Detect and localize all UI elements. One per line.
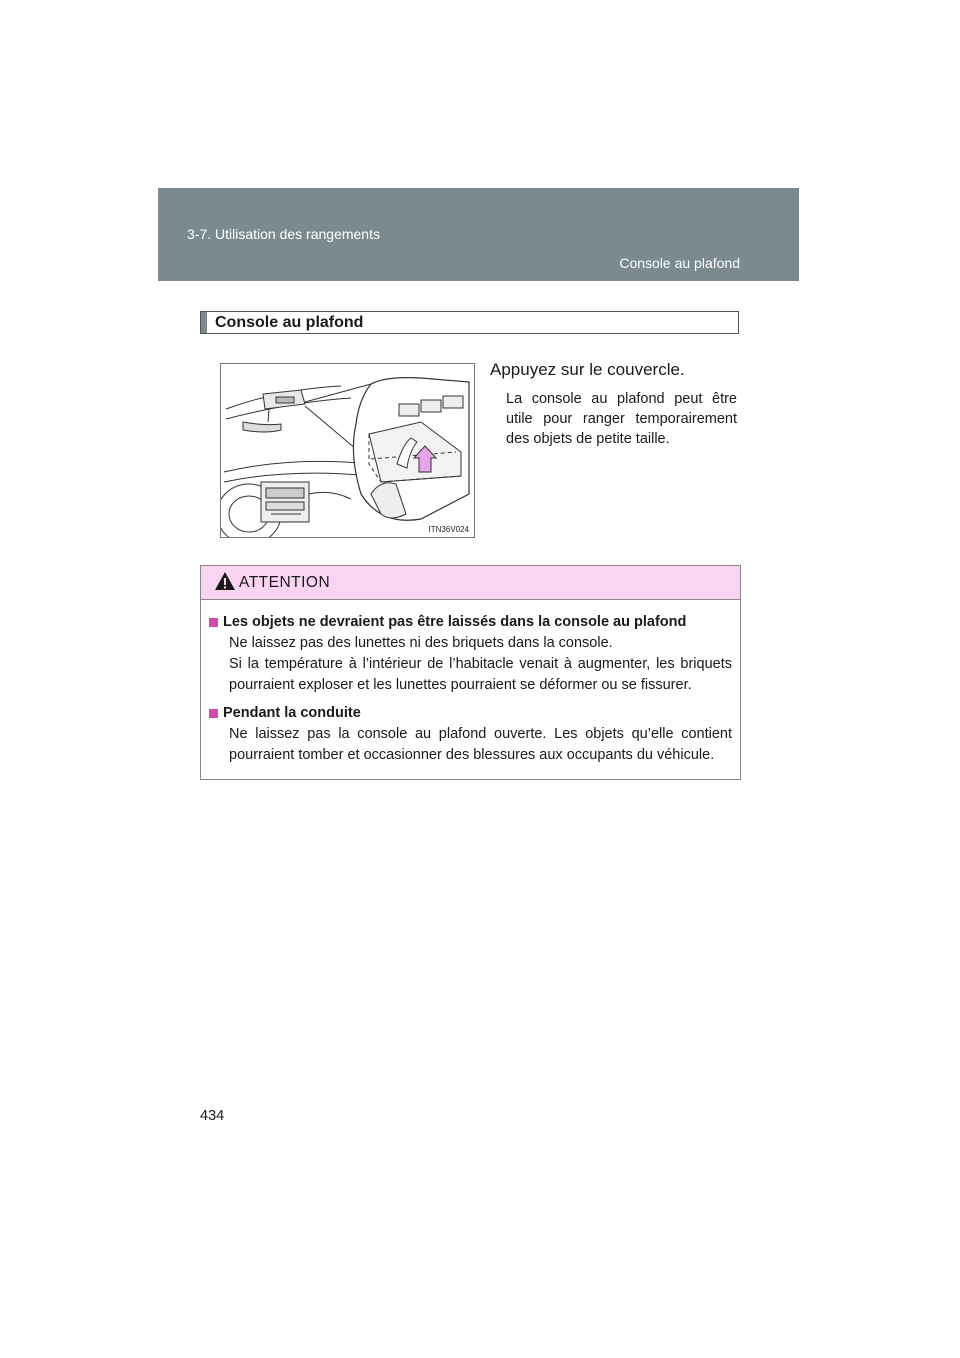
warning-item-heading-text: Pendant la conduite <box>223 705 361 721</box>
chapter-label: 3-7. Utilisation des rangements <box>187 226 380 242</box>
overhead-console-illustration <box>220 363 475 538</box>
warning-item-heading <box>209 612 732 633</box>
bullet-square-icon <box>209 618 218 627</box>
warning-triangle-icon <box>214 571 236 591</box>
warning-paragraph <box>229 633 732 696</box>
warning-paragraph-line: Ne laissez pas la console au plafond ouverte. Les objets qu’elle contient pourraient tomber et occasionner des blessures aux occupants du véhicule. <box>229 726 732 763</box>
warning-header <box>201 566 740 600</box>
figure-code: ITN36V024 <box>428 525 469 534</box>
warning-item-heading <box>209 703 732 724</box>
warning-paragraph <box>229 724 732 766</box>
illustration-drawing <box>221 364 474 537</box>
warning-title: ATTENTION <box>239 574 331 591</box>
section-heading-bar <box>200 311 739 334</box>
section-bar-tab <box>201 312 207 333</box>
page-number: 434 <box>200 1108 225 1124</box>
instruction-note: La console au plafond peut être utile pour ranger temporairement des objets de petite taille. <box>506 391 737 447</box>
header-band <box>158 188 799 281</box>
topic-label: Console au plafond <box>619 255 740 271</box>
warning-body <box>201 600 740 766</box>
bullet-square-icon <box>209 709 218 718</box>
warning-paragraph-line: Si la température à l’intérieur de l’habitacle venait à augmenter, les briquets pourraient exploser et les lunettes pourraient se déformer ou se fissurer. <box>229 656 732 693</box>
warning-box <box>200 565 741 780</box>
instruction-step: Appuyez sur le couvercle. <box>490 360 685 379</box>
warning-paragraph-line: Ne laissez pas des lunettes ni des briquets dans la console. <box>229 635 613 651</box>
section-title: Console au plafond <box>215 313 364 331</box>
warning-item-heading-text: Les objets ne devraient pas être laissés dans la console au plafond <box>223 614 687 630</box>
